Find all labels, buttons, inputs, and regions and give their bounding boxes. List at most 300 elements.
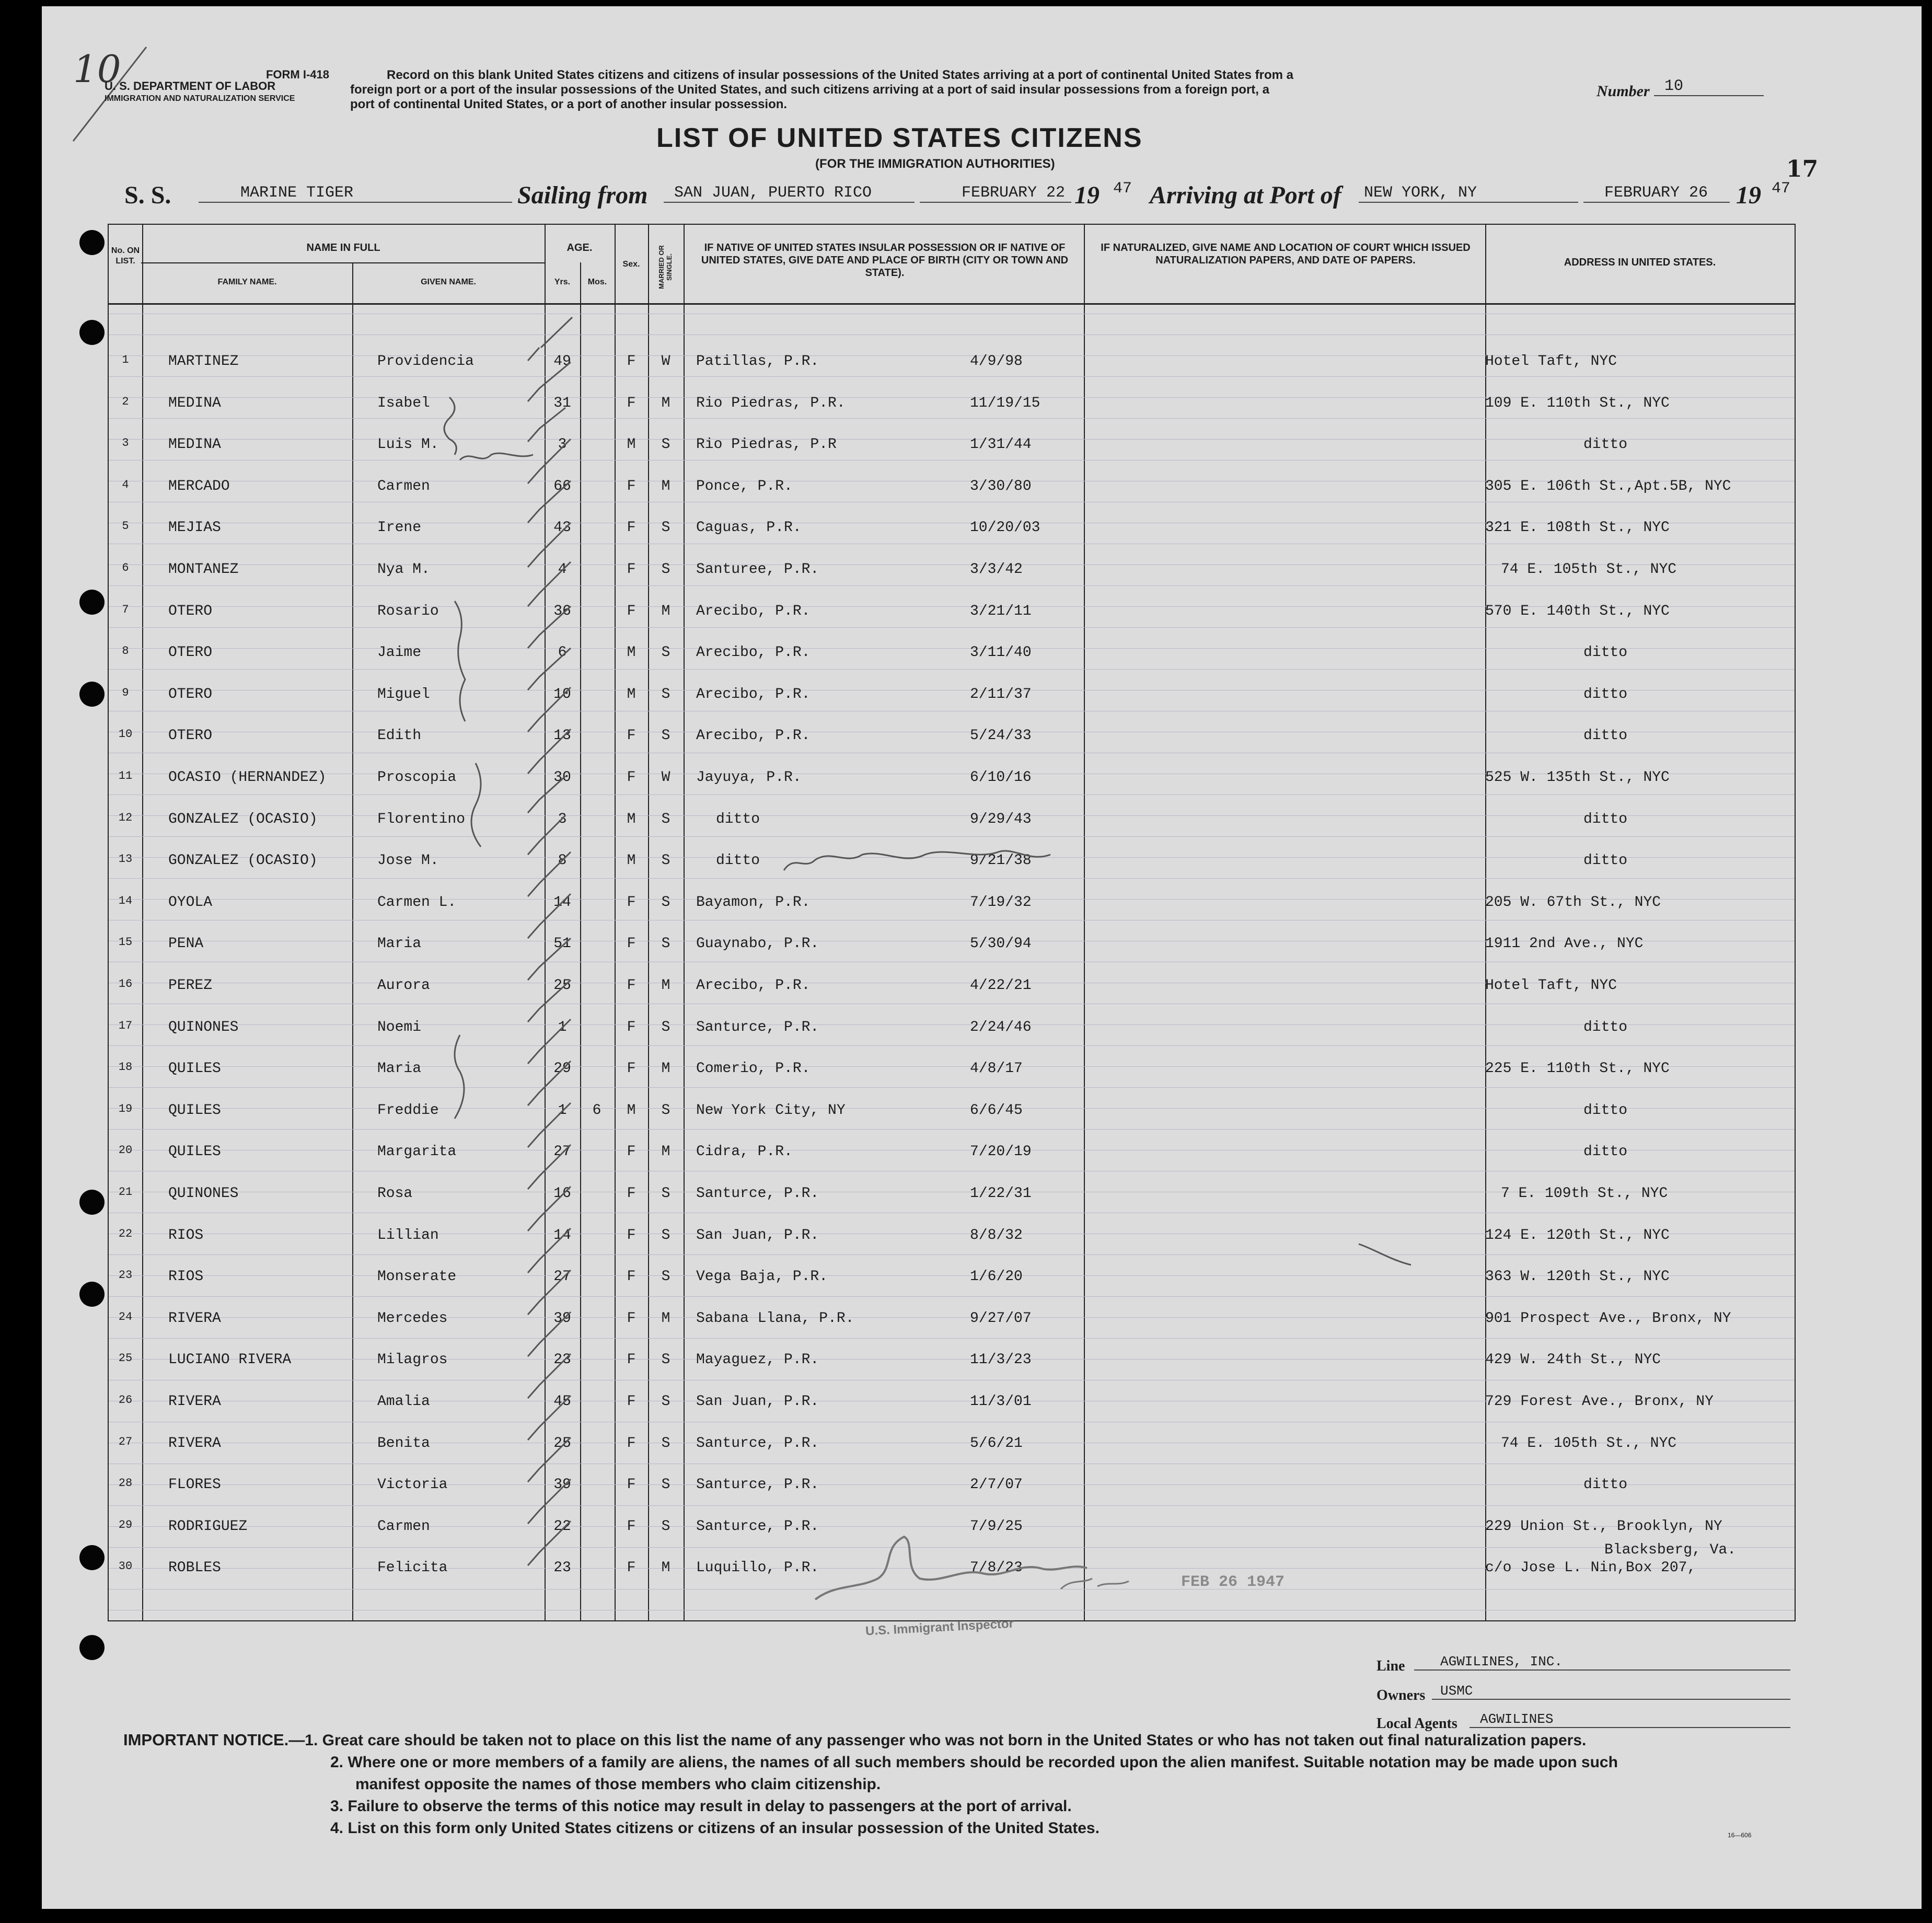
us-address: c/o Jose L. Nin,Box 207, xyxy=(1485,1560,1696,1576)
ruled-line xyxy=(109,794,1795,795)
marital-status: M xyxy=(661,1061,670,1077)
family-name: MEDINA xyxy=(168,436,221,453)
agents-value: AGWILINES xyxy=(1470,1711,1790,1728)
birth-place: Vega Baja, P.R. xyxy=(696,1269,828,1285)
age-years: 13 xyxy=(553,728,571,744)
marital-status: M xyxy=(661,603,670,619)
marital-status: S xyxy=(661,853,670,869)
row-number: 8 xyxy=(122,644,129,658)
birth-place: Arecibo, P.R. xyxy=(696,644,811,661)
sex: F xyxy=(627,936,636,952)
family-name: QUILES xyxy=(168,1061,221,1077)
marital-status: S xyxy=(661,520,670,536)
birth-place: Ponce, P.R. xyxy=(696,478,793,494)
col-divider xyxy=(142,224,143,1620)
birth-place: Rio Piedras, P.R. xyxy=(696,395,846,411)
family-name: PEREZ xyxy=(168,977,213,994)
family-name: OTERO xyxy=(168,686,213,703)
age-years: 25 xyxy=(553,977,571,994)
ruled-line xyxy=(109,376,1795,377)
age-years: 3 xyxy=(558,436,567,453)
birth-place: Santurce, P.R. xyxy=(696,1185,819,1202)
col-divider xyxy=(1485,224,1486,1620)
us-address: ditto xyxy=(1583,853,1628,869)
row-number: 27 xyxy=(118,1435,133,1448)
page-number: 17 xyxy=(1786,156,1819,182)
col-header-age: AGE. xyxy=(566,242,593,254)
line-label: Line xyxy=(1376,1658,1405,1674)
col-header-sex: Sex. xyxy=(622,260,640,269)
us-address-line0: Blacksberg, Va. xyxy=(1604,1542,1737,1559)
birth-date: 1/22/31 xyxy=(970,1185,1032,1202)
marital-status: W xyxy=(661,769,670,786)
given-name: Milagros xyxy=(377,1352,448,1368)
us-address: 363 W. 120th St., NYC xyxy=(1485,1269,1670,1285)
birth-place: Jayuya, P.R. xyxy=(696,769,802,786)
marital-status: S xyxy=(661,1352,670,1368)
row-number: 23 xyxy=(118,1269,133,1282)
sex: F xyxy=(627,977,636,994)
ruled-line xyxy=(109,857,1795,858)
us-address: 225 E. 110th St., NYC xyxy=(1485,1061,1670,1077)
family-name: MEDINA xyxy=(168,395,221,411)
birth-place: Santurce, P.R. xyxy=(696,1435,819,1452)
us-address: 570 E. 140th St., NYC xyxy=(1485,603,1670,619)
us-address: 429 W. 24th St., NYC xyxy=(1485,1352,1661,1368)
line-value: AGWILINES, INC. xyxy=(1414,1654,1790,1671)
birth-date: 2/24/46 xyxy=(970,1019,1032,1035)
birth-date: 7/20/19 xyxy=(970,1144,1032,1160)
col-header-name-in-full: NAME IN FULL xyxy=(306,242,380,254)
marital-status: S xyxy=(661,644,670,661)
ruled-line xyxy=(109,1505,1795,1506)
sex: F xyxy=(627,1394,636,1410)
sex: F xyxy=(627,603,636,619)
family-name: LUCIANO RIVERA xyxy=(168,1352,292,1368)
given-name: Carmen L. xyxy=(377,894,457,911)
us-address: ditto xyxy=(1583,1102,1628,1119)
sex: F xyxy=(627,728,636,744)
form-code: 16—606 xyxy=(1728,1832,1752,1839)
age-years: 45 xyxy=(553,1394,571,1410)
age-years: 23 xyxy=(553,1560,571,1576)
sex: F xyxy=(627,561,636,578)
birth-date: 2/7/07 xyxy=(970,1477,1023,1493)
row-number: 13 xyxy=(118,853,133,866)
birth-place: Guaynabo, P.R. xyxy=(696,936,819,952)
birth-place: San Juan, P.R. xyxy=(696,1227,819,1243)
birth-date: 5/30/94 xyxy=(970,936,1032,952)
family-name: MEJIAS xyxy=(168,520,221,536)
us-address: ditto xyxy=(1583,1019,1628,1035)
col-header-naturalized: IF NATURALIZED, GIVE NAME AND LOCATION OF COURT WHICH ISSUED NATURALIZATION PAPERS, AND DATE OF PAPERS. xyxy=(1101,242,1471,266)
sex: F xyxy=(627,1019,636,1035)
age-months: 6 xyxy=(592,1102,601,1119)
age-years: 30 xyxy=(553,769,571,786)
us-address: ditto xyxy=(1583,686,1628,703)
given-name: Lillian xyxy=(377,1227,439,1243)
sailing-year-prefix: 19 xyxy=(1074,181,1100,209)
given-name: Carmen xyxy=(377,478,430,494)
col-divider xyxy=(352,262,353,1620)
sex: M xyxy=(627,811,636,827)
given-name: Benita xyxy=(377,1435,430,1452)
row-number: 11 xyxy=(118,769,133,782)
birth-place: Arecibo, P.R. xyxy=(696,977,811,994)
notice-title: IMPORTANT NOTICE.— xyxy=(123,1731,305,1749)
col-divider xyxy=(1795,224,1796,1620)
age-years: 49 xyxy=(553,353,571,370)
punch-hole xyxy=(79,682,105,707)
marital-status: S xyxy=(661,1477,670,1493)
us-address: Hotel Taft, NYC xyxy=(1485,977,1617,994)
family-name: OTERO xyxy=(168,603,213,619)
col-header-married: MARRIED OR SINGLE. xyxy=(657,245,673,289)
birth-place: Santurce, P.R. xyxy=(696,1518,819,1535)
notice-item-2-cont: manifest opposite the names of those members who claim citizenship. xyxy=(355,1776,881,1793)
birth-date: 8/8/32 xyxy=(970,1227,1023,1243)
family-name: OTERO xyxy=(168,644,213,661)
punch-hole xyxy=(79,1282,105,1307)
ruled-line xyxy=(109,648,1795,649)
birth-place: ditto xyxy=(716,853,760,869)
birth-date: 3/3/42 xyxy=(970,561,1023,578)
sailing-year: 47 xyxy=(1113,180,1132,198)
us-address: 229 Union St., Brooklyn, NY xyxy=(1485,1518,1722,1535)
row-number: 21 xyxy=(118,1185,133,1199)
row-number: 1 xyxy=(122,353,129,366)
birth-date: 5/24/33 xyxy=(970,728,1032,744)
age-years: 14 xyxy=(553,894,571,911)
birth-date: 11/3/23 xyxy=(970,1352,1032,1368)
family-name: MARTINEZ xyxy=(168,353,239,370)
birth-place: San Juan, P.R. xyxy=(696,1394,819,1410)
ruled-line xyxy=(109,1254,1795,1255)
record-line: foreign port or a port of the insular possessions of the United States, and such citizens arriving at a port of said insular possessions from a foreign port, a xyxy=(350,83,1269,97)
age-years: 22 xyxy=(553,1518,571,1535)
age-years: 8 xyxy=(558,853,567,869)
row-number: 10 xyxy=(118,728,133,741)
row-number: 29 xyxy=(118,1518,133,1532)
birth-date: 10/20/03 xyxy=(970,520,1040,536)
ruled-line xyxy=(109,1484,1795,1485)
arriving-date: FEBRUARY 26 xyxy=(1583,184,1730,203)
given-name: Florentino xyxy=(377,811,466,827)
marital-status: M xyxy=(661,478,670,494)
age-years: 14 xyxy=(553,1227,571,1243)
ruled-line xyxy=(109,878,1795,879)
marital-status: S xyxy=(661,1269,670,1285)
punch-hole xyxy=(79,230,105,255)
age-years: 10 xyxy=(553,686,571,703)
birth-date: 9/29/43 xyxy=(970,811,1032,827)
birth-place: Santurce, P.R. xyxy=(696,1477,819,1493)
birth-date: 7/19/32 xyxy=(970,894,1032,911)
marital-status: S xyxy=(661,1435,670,1452)
sex: F xyxy=(627,1227,636,1243)
row-number: 14 xyxy=(118,894,133,907)
sailing-date: FEBRUARY 22 xyxy=(920,184,1071,203)
family-name: QUINONES xyxy=(168,1019,239,1035)
ruled-line xyxy=(109,1087,1795,1088)
punch-hole xyxy=(79,1190,105,1215)
us-address: 74 E. 105th St., NYC xyxy=(1501,1435,1677,1452)
row-number: 12 xyxy=(118,811,133,824)
age-years: 6 xyxy=(558,644,567,661)
sex: M xyxy=(627,853,636,869)
inspector-label: U.S. Immigrant Inspector xyxy=(865,1616,1014,1639)
given-name: Noemi xyxy=(377,1019,422,1035)
row-number: 15 xyxy=(118,936,133,949)
family-name: FLORES xyxy=(168,1477,221,1493)
age-years: 3 xyxy=(558,811,567,827)
sex: F xyxy=(627,395,636,411)
number-label: Number xyxy=(1596,83,1650,100)
family-name: GONZALEZ (OCASIO) xyxy=(168,811,318,827)
record-line: port of continental United States, or a port of another insular possession. xyxy=(350,97,788,111)
margin-number: 10 xyxy=(73,47,121,91)
family-name: GONZALEZ (OCASIO) xyxy=(168,853,318,869)
department-name: U. S. DEPARTMENT OF LABOR xyxy=(105,79,276,93)
birth-date: 11/19/15 xyxy=(970,395,1040,411)
marital-status: M xyxy=(661,1560,670,1576)
ship-name: MARINE TIGER xyxy=(199,184,512,203)
age-years: 43 xyxy=(553,520,571,536)
ruled-line xyxy=(109,1547,1795,1548)
sailing-port: SAN JUAN, PUERTO RICO xyxy=(664,184,915,203)
given-name: Proscopia xyxy=(377,769,457,786)
col-header-family-name: FAMILY NAME. xyxy=(217,278,277,286)
ruled-line xyxy=(109,1589,1795,1590)
marital-status: S xyxy=(661,728,670,744)
given-name: Mercedes xyxy=(377,1310,448,1327)
col-divider xyxy=(580,262,581,1620)
age-years: 39 xyxy=(553,1310,571,1327)
age-years: 27 xyxy=(553,1269,571,1285)
marital-status: S xyxy=(661,436,670,453)
sex: M xyxy=(627,436,636,453)
birth-date: 6/10/16 xyxy=(970,769,1032,786)
ruled-line xyxy=(109,815,1795,816)
given-name: Rosa xyxy=(377,1185,413,1202)
given-name: Amalia xyxy=(377,1394,430,1410)
birth-date: 11/3/01 xyxy=(970,1394,1032,1410)
age-years: 29 xyxy=(553,1061,571,1077)
birth-place: Arecibo, P.R. xyxy=(696,603,811,619)
form-number: FORM I-418 xyxy=(265,68,329,81)
row-number: 2 xyxy=(122,395,129,408)
agents-label: Local Agents xyxy=(1376,1715,1457,1732)
us-address: Hotel Taft, NYC xyxy=(1485,353,1617,370)
service-name: IMMIGRATION AND NATURALIZATION SERVICE xyxy=(105,94,295,103)
col-header-no: No. ON LIST. xyxy=(111,246,140,266)
row-number: 30 xyxy=(118,1560,133,1573)
birth-place: Arecibo, P.R. xyxy=(696,686,811,703)
given-name: Maria xyxy=(377,1061,422,1077)
family-name: QUILES xyxy=(168,1102,221,1119)
marital-status: M xyxy=(661,1144,670,1160)
marital-status: S xyxy=(661,936,670,952)
ruled-line xyxy=(109,585,1795,586)
birth-date: 4/8/17 xyxy=(970,1061,1023,1077)
family-name: QUILES xyxy=(168,1144,221,1160)
us-address: ditto xyxy=(1583,728,1628,744)
given-name: Aurora xyxy=(377,977,430,994)
us-address: 205 W. 67th St., NYC xyxy=(1485,894,1661,911)
birth-date: 3/11/40 xyxy=(970,644,1032,661)
col-divider xyxy=(108,224,109,1620)
row-number: 4 xyxy=(122,478,129,491)
sex: M xyxy=(627,686,636,703)
given-name: Luis M. xyxy=(377,436,439,453)
given-name: Monserate xyxy=(377,1269,457,1285)
birth-date: 3/21/11 xyxy=(970,603,1032,619)
birth-date: 3/30/80 xyxy=(970,478,1032,494)
col-divider xyxy=(684,224,685,1620)
birth-date: 4/22/21 xyxy=(970,977,1032,994)
family-name: QUINONES xyxy=(168,1185,239,1202)
record-line: Record on this blank United States citizens and citizens of insular possessions of the United States arriving at a port of continental United States from a xyxy=(387,68,1293,82)
given-name: Nya M. xyxy=(377,561,430,578)
arriving-label: Arriving at Port of xyxy=(1150,181,1341,209)
marital-status: S xyxy=(661,1227,670,1243)
sex: F xyxy=(627,1477,636,1493)
marital-status: S xyxy=(661,1185,670,1202)
important-notice xyxy=(123,1729,1796,1839)
given-name: Edith xyxy=(377,728,422,744)
notice-item-1: 1. Great care should be taken not to place on this list the name of any passenger who was not born in the United States or who has not taken out final naturalization papers. xyxy=(305,1732,1587,1749)
punch-hole xyxy=(79,1545,105,1570)
birth-place: Cidra, P.R. xyxy=(696,1144,793,1160)
birth-date: 9/21/38 xyxy=(970,853,1032,869)
sex: F xyxy=(627,1185,636,1202)
us-address: 109 E. 110th St., NYC xyxy=(1485,395,1670,411)
owners-value: USMC xyxy=(1432,1683,1790,1700)
us-address: 729 Forest Ave., Bronx, NY xyxy=(1485,1394,1714,1410)
age-years: 16 xyxy=(553,1185,571,1202)
row-number: 19 xyxy=(118,1102,133,1115)
age-years: 31 xyxy=(553,395,571,411)
column-header-divider xyxy=(141,262,545,263)
us-address: 305 E. 106th St.,Apt.5B, NYC xyxy=(1485,478,1731,494)
given-name: Irene xyxy=(377,520,422,536)
us-address: 124 E. 120th St., NYC xyxy=(1485,1227,1670,1243)
sex: F xyxy=(627,1310,636,1327)
row-number: 28 xyxy=(118,1477,133,1490)
family-name: PENA xyxy=(168,936,204,952)
given-name: Isabel xyxy=(377,395,430,411)
col-header-yrs: Yrs. xyxy=(554,278,571,286)
age-years: 66 xyxy=(553,478,571,494)
age-years: 27 xyxy=(553,1144,571,1160)
birth-place: Caguas, P.R. xyxy=(696,520,802,536)
punch-hole xyxy=(79,320,105,345)
us-address: ditto xyxy=(1583,1144,1628,1160)
family-name: RIOS xyxy=(168,1227,204,1243)
birth-place: New York City, NY xyxy=(696,1102,846,1119)
given-name: Margarita xyxy=(377,1144,457,1160)
ruled-line xyxy=(109,1296,1795,1297)
birth-date: 2/11/37 xyxy=(970,686,1032,703)
sex: F xyxy=(627,894,636,911)
row-number: 25 xyxy=(118,1352,133,1365)
notice-item-3: 3. Failure to observe the terms of this notice may result in delay to passengers at the port of arrival. xyxy=(330,1798,1072,1815)
us-address: 525 W. 135th St., NYC xyxy=(1485,769,1670,786)
row-number: 26 xyxy=(118,1394,133,1407)
us-address: 7 E. 109th St., NYC xyxy=(1501,1185,1668,1202)
age-years: 1 xyxy=(558,1102,567,1119)
marital-status: M xyxy=(661,395,670,411)
given-name: Carmen xyxy=(377,1518,430,1535)
age-years: 51 xyxy=(553,936,571,952)
sex: F xyxy=(627,1560,636,1576)
age-years: 1 xyxy=(558,1019,567,1035)
sex: M xyxy=(627,1102,636,1119)
birth-date: 5/6/21 xyxy=(970,1435,1023,1452)
given-name: Miguel xyxy=(377,686,430,703)
arriving-year-prefix: 19 xyxy=(1736,181,1761,209)
column-header-bottom xyxy=(108,303,1796,305)
sex: F xyxy=(627,1352,636,1368)
birth-place: Comerio, P.R. xyxy=(696,1061,811,1077)
table-top-border xyxy=(108,224,1796,225)
birth-date: 7/9/25 xyxy=(970,1518,1023,1535)
sex: F xyxy=(627,1061,636,1077)
sailing-label: Sailing from xyxy=(517,181,648,209)
row-number: 5 xyxy=(122,520,129,533)
birth-date: 9/27/07 xyxy=(970,1310,1032,1327)
col-divider xyxy=(1084,224,1085,1620)
row-number: 24 xyxy=(118,1310,133,1323)
sex: F xyxy=(627,478,636,494)
marital-status: W xyxy=(661,353,670,370)
us-address: 321 E. 108th St., NYC xyxy=(1485,520,1670,536)
punch-hole xyxy=(79,590,105,615)
marital-status: M xyxy=(661,1310,670,1327)
family-name: OCASIO (HERNANDEZ) xyxy=(168,769,327,786)
number-value: 10 xyxy=(1654,77,1764,96)
given-name: Providencia xyxy=(377,353,474,370)
us-address: ditto xyxy=(1583,811,1628,827)
notice-item-4: 4. List on this form only United States citizens or citizens of an insular possession of the United States. xyxy=(330,1820,1100,1837)
given-name: Jaime xyxy=(377,644,422,661)
family-name: OTERO xyxy=(168,728,213,744)
birth-date: 1/31/44 xyxy=(970,436,1032,453)
marital-status: S xyxy=(661,686,670,703)
sex: F xyxy=(627,1144,636,1160)
sex: F xyxy=(627,1435,636,1452)
row-number: 18 xyxy=(118,1061,133,1074)
family-name: RODRIGUEZ xyxy=(168,1518,248,1535)
row-number: 3 xyxy=(122,436,129,450)
marital-status: S xyxy=(661,811,670,827)
sex: M xyxy=(627,644,636,661)
arriving-year: 47 xyxy=(1772,180,1791,198)
birth-place: Rio Piedras, P.R xyxy=(696,436,837,453)
ruled-line xyxy=(109,1045,1795,1046)
sex: F xyxy=(627,769,636,786)
sex: F xyxy=(627,1269,636,1285)
marital-status: M xyxy=(661,977,670,994)
family-name: RIOS xyxy=(168,1269,204,1285)
marital-status: S xyxy=(661,1102,670,1119)
marital-status: S xyxy=(661,1019,670,1035)
given-name: Maria xyxy=(377,936,422,952)
birth-date: 6/6/45 xyxy=(970,1102,1023,1119)
marital-status: S xyxy=(661,894,670,911)
age-years: 36 xyxy=(553,603,571,619)
ruled-line xyxy=(109,418,1795,419)
